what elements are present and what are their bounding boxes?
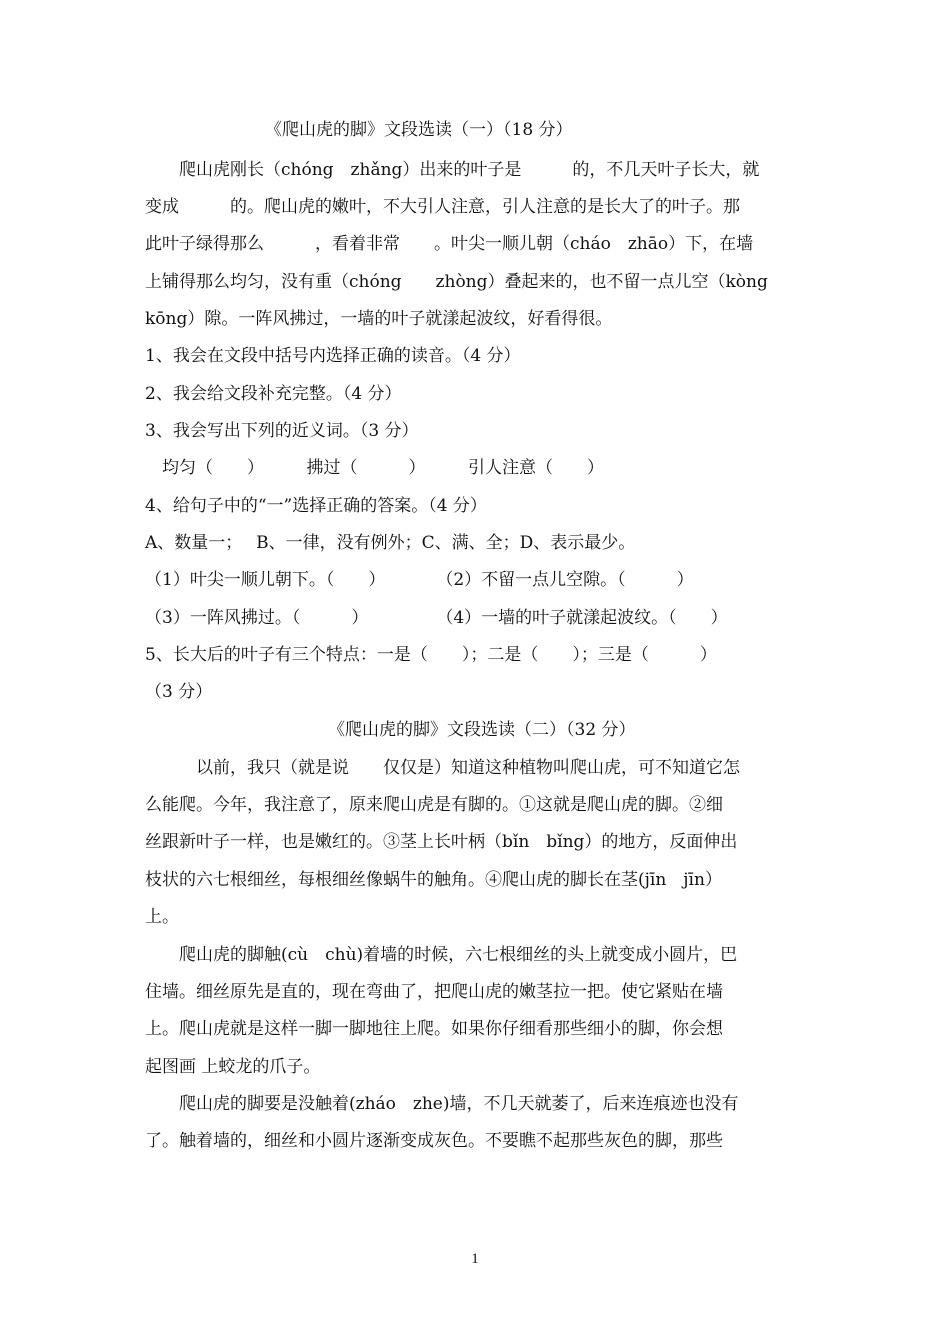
question-3: 3、我会写出下列的近义词。（3 分） <box>145 421 419 441</box>
passage2-line-2: 么能爬。今年，我注意了，原来爬山虎是有脚的。①这就是爬山虎的脚。②细 <box>145 795 723 815</box>
passage1-line-5: kōng）隙。一阵风拂过，一墙的叶子就漾起波纹，好看得很。 <box>145 309 613 329</box>
passage2-line-5: 上。 <box>145 907 179 927</box>
passage1-line-3: 此叶子绿得那么 ，看着非常 。叶尖一顺儿朝（cháo zhāo）下，在墙 <box>145 234 754 254</box>
passage2-line-4: 枝状的六七根细丝，每根细丝像蜗牛的触角。④爬山虎的脚长在茎(jīn jīn） <box>145 870 722 890</box>
passage2-line-10: 爬山虎的脚要是没触着(zháo zhe)墙，不几天就萎了，后来连痕迹也没有 <box>145 1094 739 1114</box>
passage2-line-11: 了。触着墙的，细丝和小圆片逐渐变成灰色。不要瞧不起那些灰色的脚，那些 <box>145 1131 723 1151</box>
question-3-items: 均匀（ ） 拂过（ ） 引人注意（ ） <box>145 458 604 478</box>
question-4-items-3-4: （3）一阵风拂过。（ ） （4）一墙的叶子就漾起波纹。（ ） <box>145 608 728 628</box>
passage1-line-4: 上铺得那么均匀，没有重（chóng zhòng）叠起来的，也不留一点儿空（kòng <box>145 272 768 292</box>
question-2: 2、我会给文段补充完整。（4 分） <box>145 384 402 404</box>
question-1: 1、我会在文段中括号内选择正确的读音。（4 分） <box>145 346 521 366</box>
section1-title: 《爬山虎的脚》文段选读（一）（18 分） <box>265 120 573 140</box>
passage2-line-8: 上。爬山虎就是这样一脚一脚地往上爬。如果你仔细看那些细小的脚，你会想 <box>145 1019 723 1039</box>
question-4: 4、给句子中的“一”选择正确的答案。（4 分） <box>145 496 487 516</box>
passage2-line-1: 以前，我只（就是说 仅仅是）知道这种植物叫爬山虎，可不知道它怎 <box>145 758 740 778</box>
page-number: 1 <box>471 1251 479 1267</box>
question-5: 5、长大后的叶子有三个特点：一是（ ）；二是（ ）；三是（ ） <box>145 645 717 665</box>
question-5-score: （3 分） <box>145 682 213 702</box>
passage1-line-1: 爬山虎刚长（chóng zhǎng）出来的叶子是 的，不几天叶子长大，就 <box>145 160 760 180</box>
passage2-line-9: 起图画 上蛟龙的爪子。 <box>145 1057 321 1077</box>
question-4-items-1-2: （1）叶尖一顺儿朝下。（ ） （2）不留一点儿空隙。（ ） <box>145 570 694 590</box>
section2-title: 《爬山虎的脚》文段选读（二）（32 分） <box>328 720 636 740</box>
passage2-line-6: 爬山虎的脚触(cù chù)着墙的时候，六七根细丝的头上就变成小圆片，巴 <box>145 945 738 965</box>
passage2-line-7: 住墙。细丝原先是直的，现在弯曲了，把爬山虎的嫩茎拉一把。使它紧贴在墙 <box>145 982 723 1002</box>
passage1-line-2: 变成 的。爬山虎的嫩叶，不大引人注意，引人注意的是长大了的叶子。那 <box>145 197 740 217</box>
passage2-line-3: 丝跟新叶子一样，也是嫩红的。③茎上长叶柄（bǐn bǐng）的地方，反面伸出 <box>145 832 738 852</box>
question-4-options: A、数量一； B、一律，没有例外；C、满、全；D、表示最少。 <box>145 533 636 553</box>
